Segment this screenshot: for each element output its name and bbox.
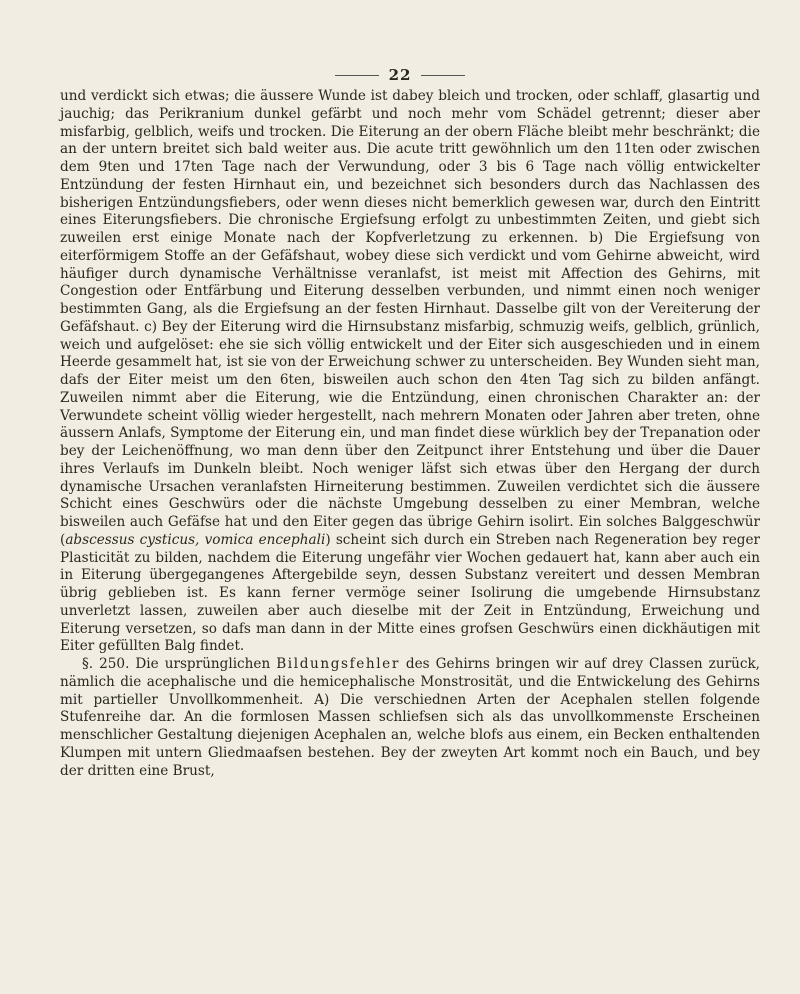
paragraph-2-text-b: des Gehirns bringen wir auf drey Classen zurück, nämlich die acephalische und die hemicephalische Monstrosität, und die Entwickelung des Gehirns mit partieller Unvollkommenheit. A) Die verschiednen Arten der Acephalen stellen folgende Stufenreihe dar. An die formlosen Massen schliefsen sich als das unvollkommenste Erscheinen menschlicher Gestaltung diejenigen Acephalen an, welche blofs aus einem, ein Becken enthaltenden Klumpen mit untern Gliedmaafsen bestehen. Bey der zweyten Art kommt noch ein Bauch, und bey der dritten eine Brust, [60,656,760,779]
paragraph-1 [60,88,760,656]
body-text [60,88,760,780]
latin-term-abscessus: abscessus cysticus, vomica encephali [65,531,326,548]
header-rule-right [421,75,465,76]
paragraph-2 [60,656,760,780]
term-bildungsfehler: Bildungsfehler [276,656,400,672]
paragraph-2-text-a: §. 250. Die ursprünglichen [82,656,277,672]
page-header [0,66,800,84]
header-rule-left [335,75,379,76]
page-number: 22 [388,66,412,84]
paragraph-1-text-b: ) scheint sich durch ein Streben nach Regeneration bey reger Plasticität zu bilden, nachdem die Eiterung ungefähr vier Wochen gedauert hat, kann aber auch ein in Eiterung übergegangenes Aftergebilde seyn, dessen Substanz vereitert und dessen Membran übrig geblieben ist. Es kann ferner vermöge seiner Isolirung die umgebende Hirnsubstanz unverletzt lassen, zuweilen aber auch dieselbe mit der Zeit in Entzündung, Erweichung und Eiterung versetzen, so dafs man dann in der Mitte eines grofsen Geschwürs einen dickhäutigen mit Eiter gefüllten Balg findet. [60,531,760,655]
paragraph-1-text-a: und verdickt sich etwas; die äussere Wunde ist dabey bleich und trocken, oder schlaff, glasartig und jauchig; das Perikranium dunkel gefärbt und noch mehr vom Schädel getrennt; dieser aber misfarbig, gelblich, weifs und trocken. Die Eiterung an der obern Fläche bleibt mehr beschränkt; die an der untern breitet sich bald weiter aus. Die acute tritt gewöhnlich um den 11ten oder zwischen dem 9ten und 17ten Tage nach der Verwundung, oder 3 bis 6 Tage nach völlig entwickelter Entzündung der festen Hirnhaut ein, und bezeichnet sich besonders durch das Nachlassen des bisherigen Entzündungsfiebers, oder wenn dieses nicht bemerklich gewesen war, durch den Eintritt eines Eiterungsfiebers. Die chronische Ergiefsung erfolgt zu unbestimmten Zeiten, und giebt sich zuweilen erst einige Monate nach der Kopfverletzung zu erkennen. b) Die Ergiefsung von eiterförmigem Stoffe an der Gefäfshaut, wobey diese sich verdickt und vom Gehirne abweicht, wird häufiger durch dynamische Verhältnisse veranlafst, ist meist mit Affection des Gehirns, mit Congestion oder Entfärbung und Eiterung desselben verbunden, und nimmt einen noch weniger bestimmten Gang, als die Ergiefsung an der festen Hirnhaut. Dasselbe gilt von der Vereiterung der Gefäfshaut. c) Bey der Eiterung wird die Hirnsubstanz misfarbig, schmuzig weifs, gelblich, grünlich, weich und aufgelöset: ehe sie sich völlig entwickelt und der Eiter sich ausgeschieden und in einem Heerde gesammelt hat, ist sie von der Erweichung schwer zu unterscheiden. Bey Wunden sieht man, dafs der Eiter meist um den 6ten, bisweilen auch schon den 4ten Tag sich zu bilden anfängt. Zuweilen nimmt aber die Eiterung, wie die Entzündung, einen chronischen Charakter an: der Verwundete scheint völlig wieder hergestellt, nach mehrern Monaten oder Jahren aber treten, ohne äussern Anlafs, Symptome der Eiterung ein, und man findet diese würklich bey der Trepanation oder bey der Leichenöffnung, wo man denn über den Zeitpunct ihrer Entstehung und über die Dauer ihres Verlaufs im Dunkeln bleibt. Noch weniger läfst sich etwas über den Hergang der durch dynamische Ursachen veranlafsten Hirneiterung bestimmen. Zuweilen verdichtet sich die äussere Schicht eines Geschwürs oder die nächste Umgebung desselben zu einer Membran, welche bisweilen auch Gefäfse hat und den Eiter gegen das übrige Gehirn isolirt. Ein solches Balggeschwür ( [60,88,760,548]
